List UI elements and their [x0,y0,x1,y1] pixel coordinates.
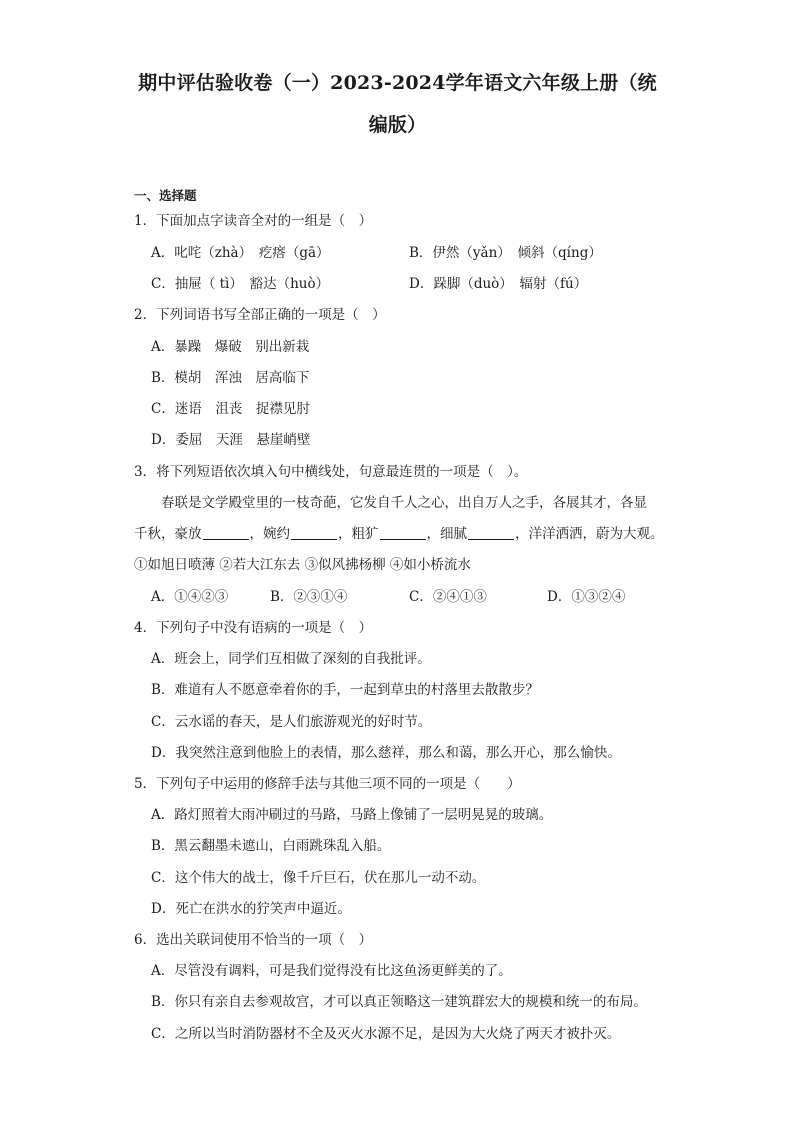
section-heading: 一、选择题 [134,188,197,203]
passage-segment: ，细腻 [426,526,467,542]
question-4-option-c: C．云水谣的春天，是人们旅游观光的好时节。 [151,714,432,730]
question-1-option-d: D．跺脚（duò） 辐射（fú） [409,276,588,292]
question-4-option-a: A．班会上，同学们互相做了深刻的自我批评。 [151,651,431,667]
question-2-option-a: A．暴躁 爆破 别出新栽 [151,339,310,355]
question-3-option-b: B．②③①④ [270,589,348,605]
question-3-phrases: ①如旭日喷薄 ②若大江东去 ③似风拂杨柳 ④如小桥流水 [134,557,471,573]
question-6-option-b: B．你只有亲自去参观故宫，才可以真正领略这一建筑群宏大的规模和统一的布局。 [151,994,647,1010]
passage-segment: ，粗犷 [338,526,379,542]
question-3-option-a: A．①④②③ [151,589,229,605]
question-1-stem: 1．下面加点字读音全对的一组是（ ） [134,213,373,229]
question-3-stem: 3．将下列短语依次填入句中横线处，句意最连贯的一项是（ ）。 [134,464,528,480]
question-5-option-c: C．这个伟大的战士，像千斤巨石，伏在那儿一动不动。 [151,870,486,886]
question-5-option-d: D．死亡在洪水的狞笑声中逼近。 [151,901,351,917]
passage-segment: ，婉约 [249,526,290,542]
exam-title-line1: 期中评估验收卷（一）2023-2024学年语文六年级上册（统 [138,72,657,94]
question-5-option-a: A．路灯照着大雨冲刷过的马路，马路上像铺了一层明晃晃的玻璃。 [151,807,553,823]
exam-title-line2: 编版） [368,114,427,136]
question-2-option-c: C．迷语 沮丧 捉襟见肘 [151,401,310,417]
question-5-stem: 5．下列句子中运用的修辞手法与其他三项不同的一项是（ ） [134,776,521,792]
passage-segment: 千秋，豪放 [134,526,202,542]
fill-blank-2 [291,525,337,540]
question-6-option-c: C．之所以当时消防器材不全及灭火水源不足，是因为大火烧了两天才被扑灭。 [151,1026,621,1042]
question-2-option-d: D．委屈 天涯 悬崖峭壁 [151,432,311,448]
question-4-option-d: D．我突然注意到他脸上的表情，那么慈祥，那么和蔼，那么开心，那么愉快。 [151,745,621,761]
question-6-stem: 6．选出关联词使用不恰当的一项（ ） [134,932,373,948]
fill-blank-3 [380,525,426,540]
question-1-option-c: C．抽屉（ tì） 豁达（huò） [151,276,330,292]
fill-blank-1 [203,525,249,540]
question-6-option-a: A．尽管没有调料，可是我们觉得没有比这鱼汤更鲜美的了。 [151,963,512,979]
fill-blank-4 [468,525,514,540]
question-3-option-d: D．①③②④ [547,589,626,605]
question-5-option-b: B．黑云翻墨未遮山，白雨跳珠乱入船。 [151,838,391,854]
question-2-option-b: B．模胡 浑浊 居高临下 [151,370,310,386]
question-3-option-c: C．②④①③ [409,589,487,605]
question-2-stem: 2．下列词语书写全部正确的一项是（ ） [134,307,386,323]
question-1-option-b: B．伊然（yǎn） 倾斜（qíng） [409,245,602,261]
question-4-stem: 4．下列句子中没有语病的一项是（ ） [134,620,373,636]
question-3-passage-line2 [134,524,666,544]
question-3-passage-line1: 春联是文学殿堂里的一枝奇葩，它发自千人之心，出自万人之手，各展其才，各显 [161,495,647,511]
question-1-option-a: A．叱咤（zhà） 疙瘩（gā） [151,245,330,261]
passage-segment: ，洋洋洒洒，蔚为大观。 [515,526,664,542]
question-4-option-b: B．难道有人不愿意牵着你的手，一起到草虫的村落里去散散步？ [151,682,539,698]
